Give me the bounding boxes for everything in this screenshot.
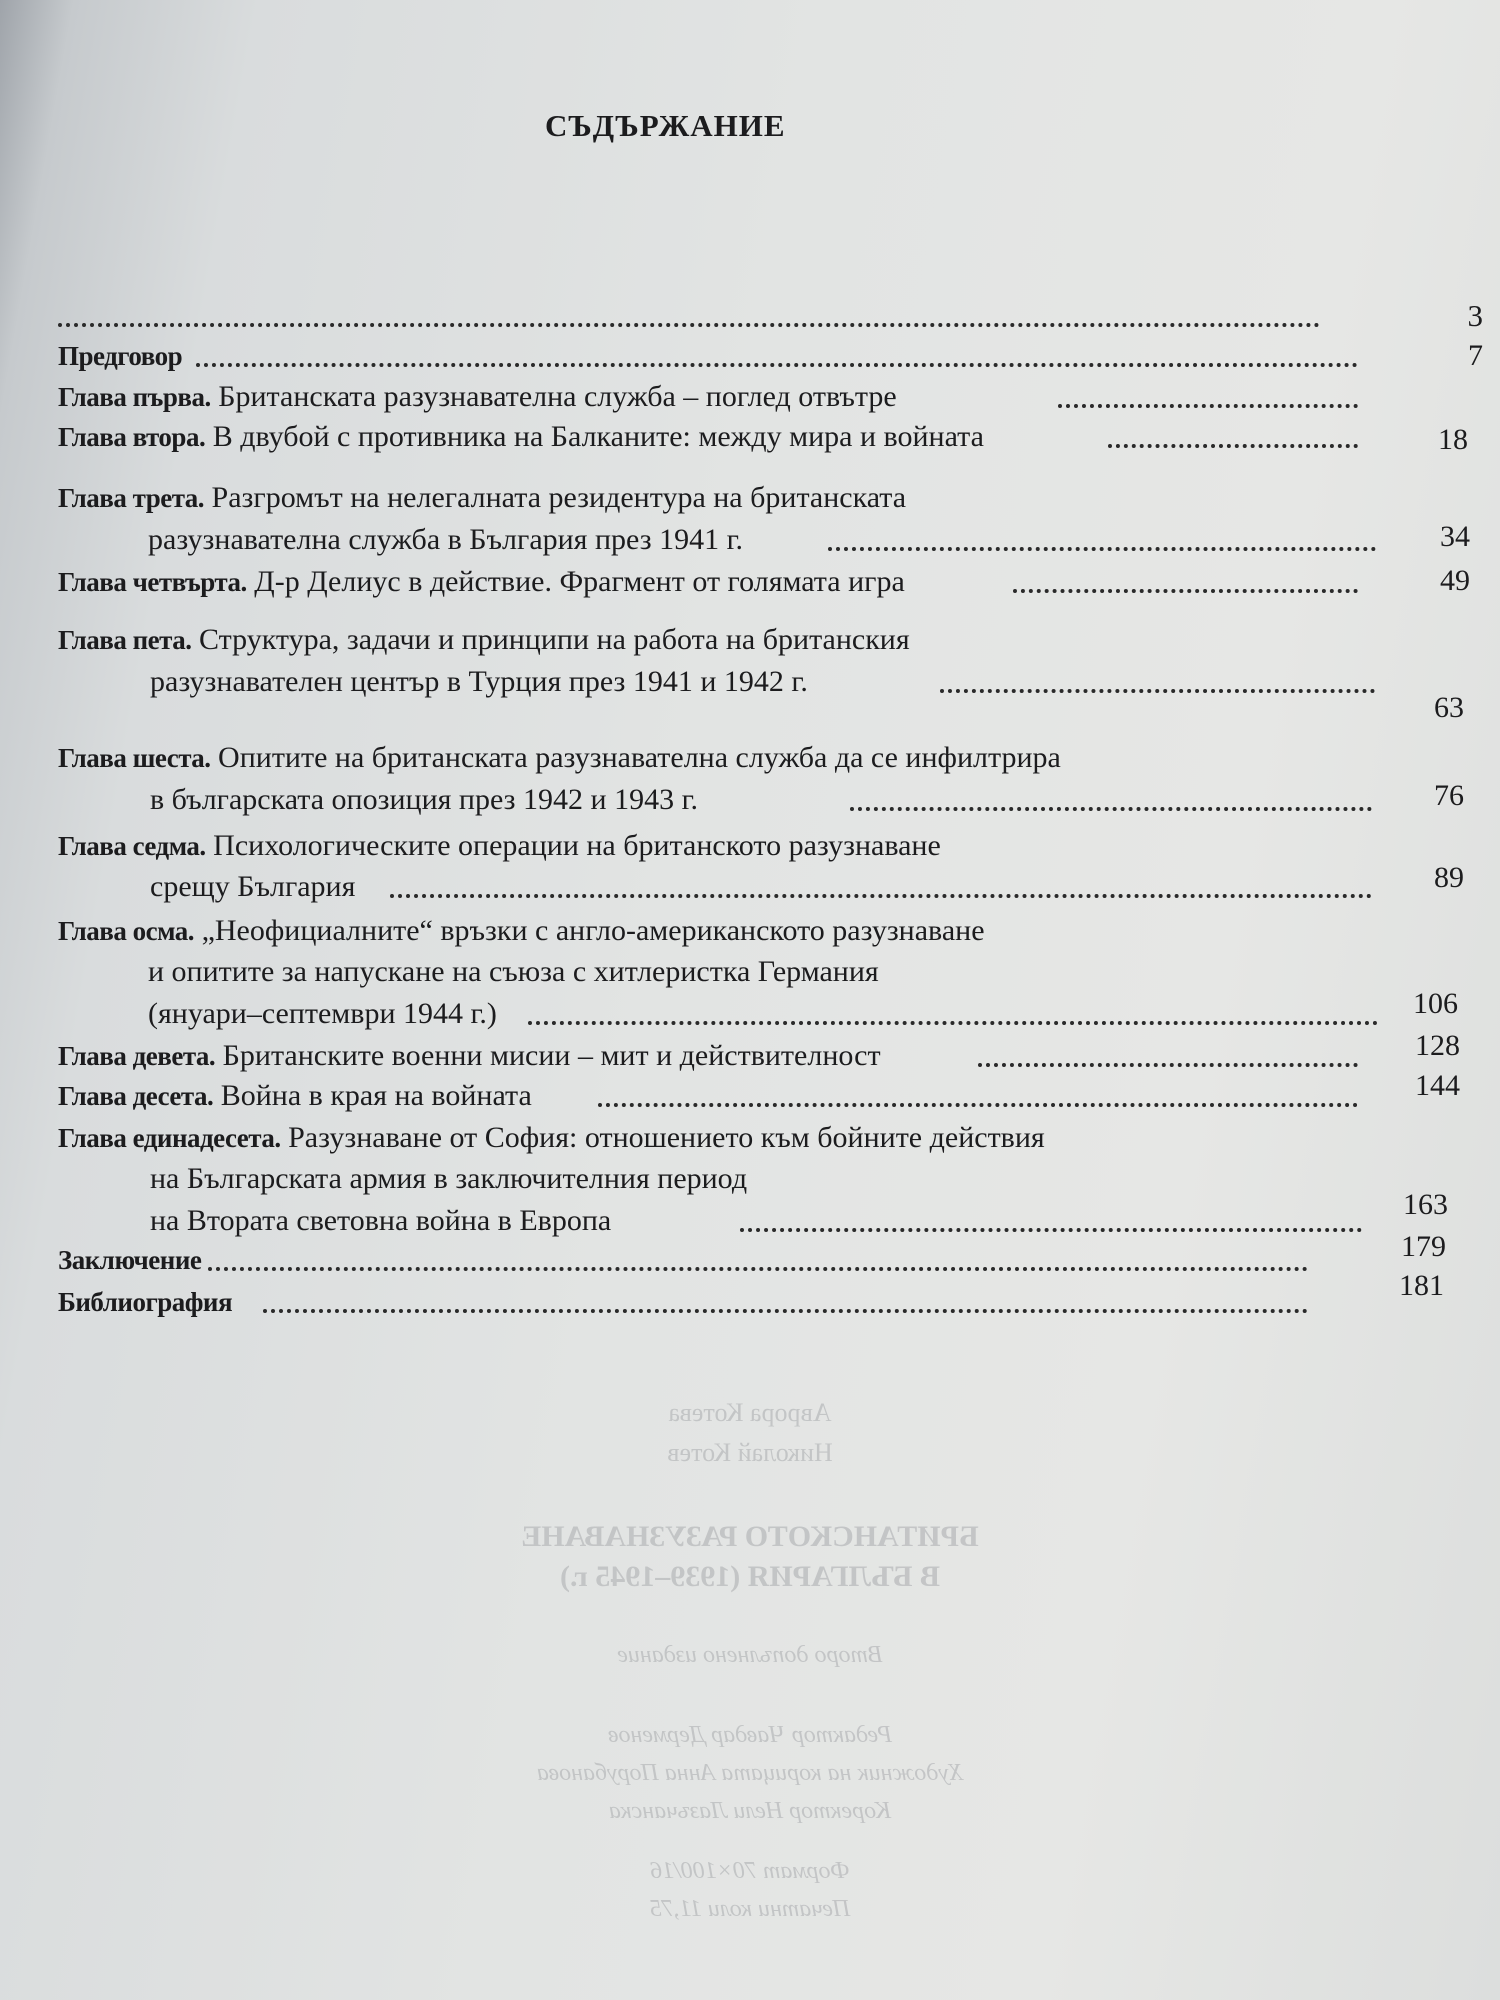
dot-leader xyxy=(1108,444,1358,448)
dot-leader xyxy=(1013,589,1358,593)
bleed-through-title-2: В БЪЛГАРИЯ (1939–1945 г.) xyxy=(559,1560,941,1593)
page-number: 163 xyxy=(1403,1188,1448,1221)
page-number: 49 xyxy=(1440,564,1470,597)
page-number: 106 xyxy=(1413,987,1458,1020)
dot-leader xyxy=(196,363,1358,367)
page-number: 76 xyxy=(1434,779,1464,812)
entry-title: Война в края на войната xyxy=(220,1079,532,1112)
page-number: 3 xyxy=(1467,298,1483,333)
page-number: 179 xyxy=(1401,1230,1446,1263)
bleed-through-artist: Художник на корицата Анна Порубанова xyxy=(536,1760,964,1786)
entry-title-line-1: Психологическите операции на британското разузнаване xyxy=(213,829,941,862)
entry-title-line-1: Структура, задачи и принципи на работа на британския xyxy=(199,623,910,656)
page-number: 89 xyxy=(1434,861,1464,894)
bleed-through-proofreader: Коректор Нели Лазъчанска xyxy=(608,1798,892,1824)
dot-leader xyxy=(940,689,1375,693)
toc-entry-chapter-7-cont xyxy=(150,867,1372,907)
entry-label: Глава четвърта. xyxy=(58,567,247,597)
bleed-through-sheets: Печатни коли 11,75 xyxy=(649,1896,851,1922)
bleed-through-editor: Редактор Чавдар Дерменов xyxy=(608,1722,892,1748)
entry-label: Глава осма. xyxy=(58,916,195,946)
entry-title-line-3: на Втората световна война в Европа xyxy=(150,1204,612,1237)
entry-title-line-2: и опитите за напускане на съюза с хитлеристка Германия xyxy=(148,955,879,988)
entry-title-line-3: (януари–септември 1944 г.) xyxy=(148,997,497,1030)
page-number: 7 xyxy=(1468,339,1483,372)
entry-title-line-2: в българската опозиция през 1942 и 1943 г. xyxy=(150,783,698,816)
toc-entry-chapter-11 xyxy=(58,1118,1358,1158)
bleed-through-format: Формат 70×100/16 xyxy=(650,1858,850,1884)
entry-title: Британските военни мисии – мит и действителност xyxy=(222,1039,881,1072)
toc-entry-chapter-9 xyxy=(58,1036,1358,1076)
entry-label: Библиография xyxy=(58,1287,233,1317)
dot-leader xyxy=(828,547,1376,551)
entry-label: Глава първа. xyxy=(58,382,211,412)
entry-title-line-2: на Българската армия в заключителния период xyxy=(150,1162,748,1195)
toc-entry-blank xyxy=(58,296,1398,336)
entry-title-line-1: Разузнаване от София: отношението към бойните действия xyxy=(288,1121,1045,1154)
page-title: СЪДЪРЖАНИЕ xyxy=(545,108,786,143)
bleed-through-title-1: БРИТАНСКОТО РАЗУЗНАВАНЕ xyxy=(521,1520,979,1553)
dot-leader xyxy=(208,1267,1308,1271)
entry-label: Заключение xyxy=(58,1245,202,1275)
toc-entry-chapter-6 xyxy=(58,738,1358,778)
toc-entry-chapter-8-cont xyxy=(148,952,1378,992)
dot-leader xyxy=(978,1063,1358,1067)
dot-leader xyxy=(1058,404,1358,408)
page-number: 34 xyxy=(1440,520,1470,553)
page-number: 144 xyxy=(1415,1069,1460,1102)
toc-entry-conclusion xyxy=(58,1240,1308,1280)
entry-label: Глава втора. xyxy=(58,422,206,452)
entry-label: Глава единадесета. xyxy=(58,1123,281,1153)
entry-title: Д-р Делиус в действие. Фрагмент от голямата игра xyxy=(254,565,905,598)
dot-leader xyxy=(528,1021,1378,1025)
dot-leader xyxy=(598,1103,1358,1107)
entry-title-line-2: срещу България xyxy=(150,870,356,903)
page-number: 63 xyxy=(1434,691,1464,724)
page-number: 181 xyxy=(1399,1269,1444,1302)
entry-label: Глава десета. xyxy=(58,1081,214,1111)
toc-entry-chapter-5-cont xyxy=(150,662,1375,702)
dot-leader xyxy=(850,807,1372,811)
bleed-through-author-1: Аврора Котева xyxy=(668,1398,832,1427)
page-number: 128 xyxy=(1415,1029,1460,1062)
toc-entry-chapter-6-cont xyxy=(150,780,1372,820)
toc-entry-chapter-7 xyxy=(58,826,1358,866)
bleed-through-author-2: Николай Котев xyxy=(667,1438,833,1467)
dot-leader xyxy=(263,1309,1308,1313)
dot-leader xyxy=(58,323,1320,327)
entry-title-line-1: Опитите на британската разузнавателна служба да се инфилтрира xyxy=(218,741,1061,774)
toc-entry-bibliography xyxy=(58,1282,1308,1322)
toc-entry-chapter-11-cont xyxy=(150,1159,1350,1199)
toc-entry-chapter-3 xyxy=(58,478,1358,518)
entry-label: Глава шеста. xyxy=(58,743,211,773)
toc-entry-chapter-8-cont2 xyxy=(148,994,1378,1034)
toc-entry-preface xyxy=(58,336,1358,376)
toc-entry-chapter-10 xyxy=(58,1076,1358,1116)
toc-entry-chapter-8 xyxy=(58,911,1358,951)
page-number: 18 xyxy=(1438,423,1468,456)
entry-title-line-1: Разгромът на нелегалната резидентура на британската xyxy=(211,481,907,514)
entry-title-line-2: разузнавателен център в Турция през 1941 и 1942 г. xyxy=(150,665,808,698)
entry-label: Глава пета. xyxy=(58,625,192,655)
toc-entry-chapter-11-cont2 xyxy=(150,1201,1362,1241)
toc-entry-chapter-3-cont xyxy=(148,520,1376,560)
entry-label: Глава седма. xyxy=(58,831,206,861)
toc-entry-chapter-1 xyxy=(58,377,1358,417)
dot-leader xyxy=(740,1228,1362,1232)
entry-title-line-2: разузнавателна служба в България през 1941 г. xyxy=(148,523,743,556)
entry-title: В двубой с противника на Балканите: между мира и войната xyxy=(212,420,984,453)
entry-label: Предговор xyxy=(58,341,183,371)
toc-entry-chapter-5 xyxy=(58,620,1358,660)
toc-entry-chapter-2 xyxy=(58,417,1358,457)
dot-leader xyxy=(390,894,1372,898)
entry-title-line-1: „Неофициалните“ връзки с англо-американското разузнаване xyxy=(201,914,985,947)
entry-title: Британската разузнавателна служба – поглед отвътре xyxy=(218,380,897,413)
bleed-through-edition: Второ допълнено издание xyxy=(617,1642,883,1668)
toc-entry-chapter-4 xyxy=(58,562,1358,602)
entry-label: Глава трета. xyxy=(58,483,205,513)
entry-label: Глава девета. xyxy=(58,1041,216,1071)
